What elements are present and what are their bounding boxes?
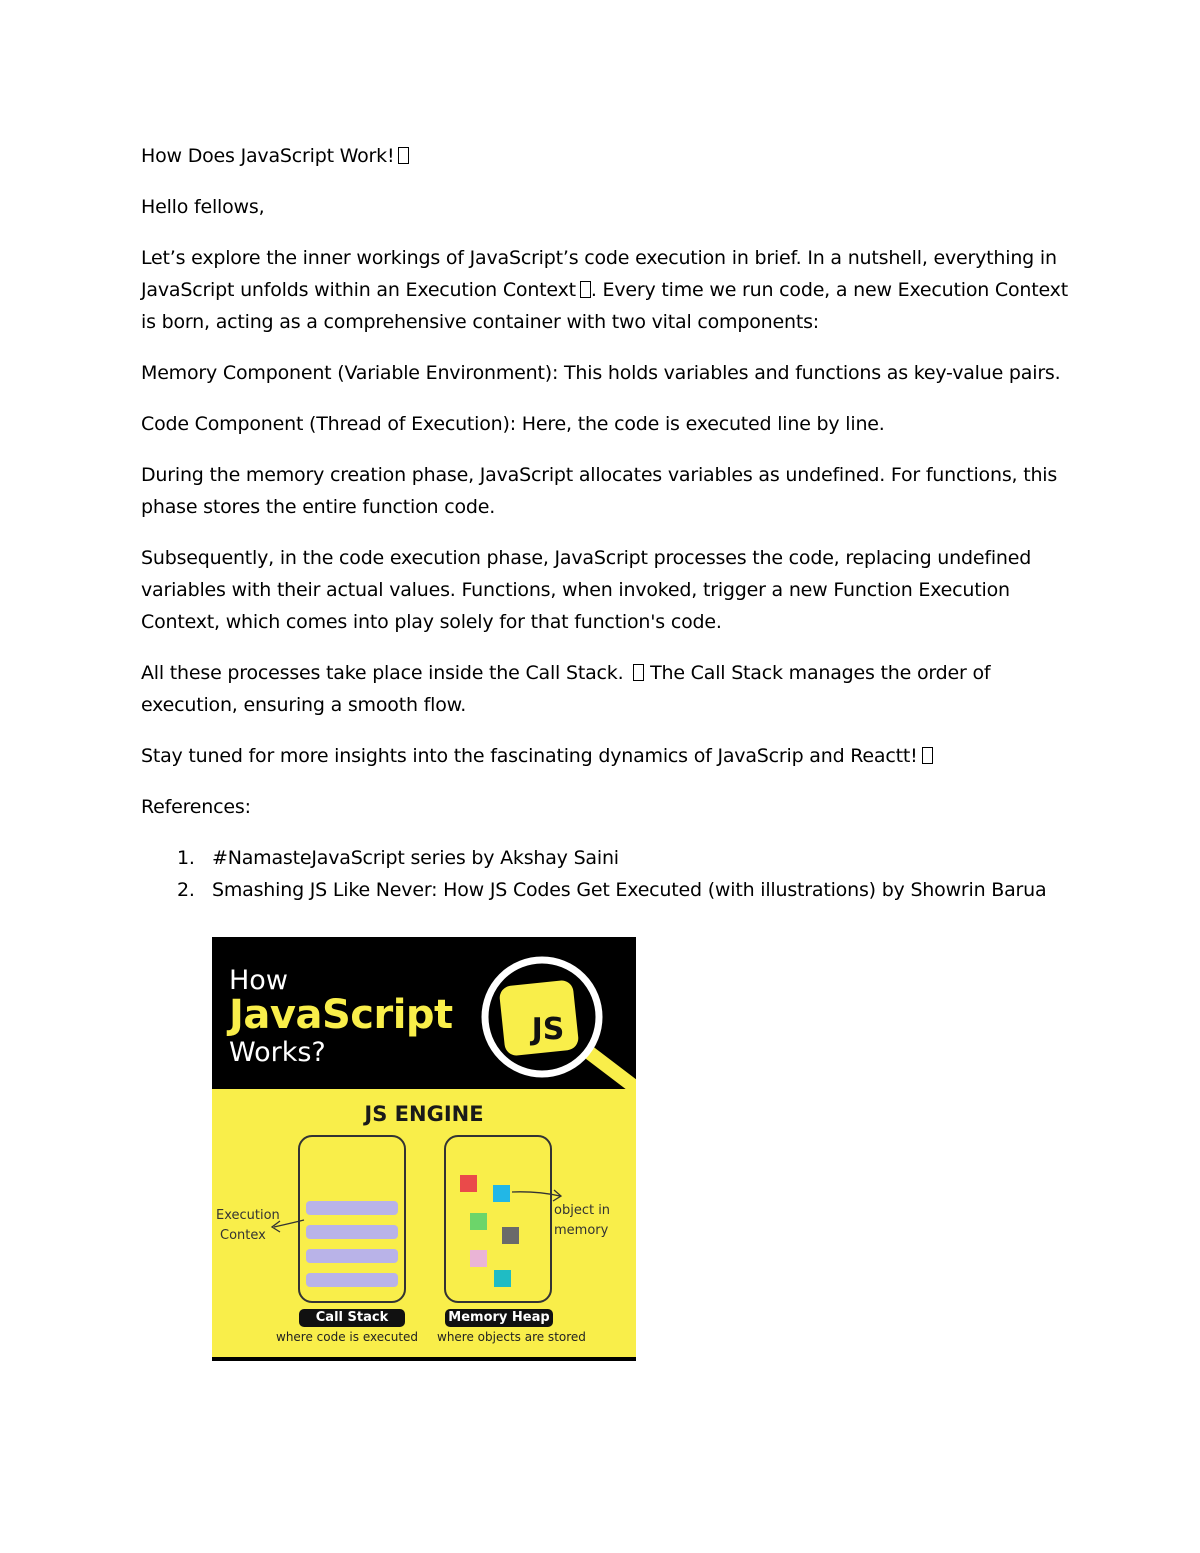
paragraph-execution-phase: Subsequently, in the code execution phase, JavaScript processes the code, replacing undefined variables with their actual values. Functions, when invoked, trigger a new Function Execution Context, which comes into play solely for that function's code. [141,547,1032,633]
document-title: How Does JavaScript Work! [141,140,1071,172]
list-item: 1. #NamasteJavaScript series by Akshay Saini [177,847,619,869]
paragraph-memory-component: Memory Component (Variable Environment): This holds variables and functions as key-value pairs. [141,362,1061,384]
document-body [141,140,1071,906]
emoji-placeholder-icon [922,747,933,764]
illustration-heading-how: How [229,965,288,996]
engine-title: JS ENGINE [364,1102,484,1126]
illustration-heading-works: Works? [229,1037,326,1068]
js-engine-illustration [212,937,636,1361]
call-stack-caption: where code is executed [276,1330,419,1344]
paragraph-intro: Let’s explore the inner workings of JavaScript’s code execution in brief. In a nutshell, everything in JavaScript unfolds within an Execution Context . Every time we run code, a new Execution Context is born, acting as a comprehensive container with two vital components: [141,247,1068,333]
references-list [141,842,1071,906]
emoji-placeholder-icon [580,281,591,298]
paragraph-memory-phase: During the memory creation phase, JavaScript allocates variables as undefined. For functions, this phase stores the entire function code. [141,464,1058,518]
paragraph-call-stack: All these processes take place inside the Call Stack. The Call Stack manages the order of execution, ensuring a smooth flow. [141,662,991,716]
execution-context-label: Execution Contex [216,1208,280,1243]
memory-heap-caption: where objects are stored [437,1330,586,1344]
paragraph-stay-tuned: Stay tuned for more insights into the fascinating dynamics of JavaScrip and Reactt! [141,740,1071,772]
pointer-arrows [212,937,636,1361]
js-badge-text: JS [531,1012,565,1047]
memory-heap-label: Memory Heap [445,1309,553,1327]
references-heading: References: [141,796,251,818]
greeting: Hello fellows, [141,196,265,218]
object-in-memory-label: object in memory [554,1203,611,1238]
list-item: 2. Smashing JS Like Never: How JS Codes Get Executed (with illustrations) by Showrin Barua [177,879,1047,901]
emoji-placeholder-icon [633,664,644,681]
emoji-placeholder-icon [398,147,409,164]
illustration-heading-javascript: JavaScript [229,992,453,1038]
call-stack-label: Call Stack [299,1309,405,1327]
paragraph-code-component: Code Component (Thread of Execution): Here, the code is executed line by line. [141,413,885,435]
